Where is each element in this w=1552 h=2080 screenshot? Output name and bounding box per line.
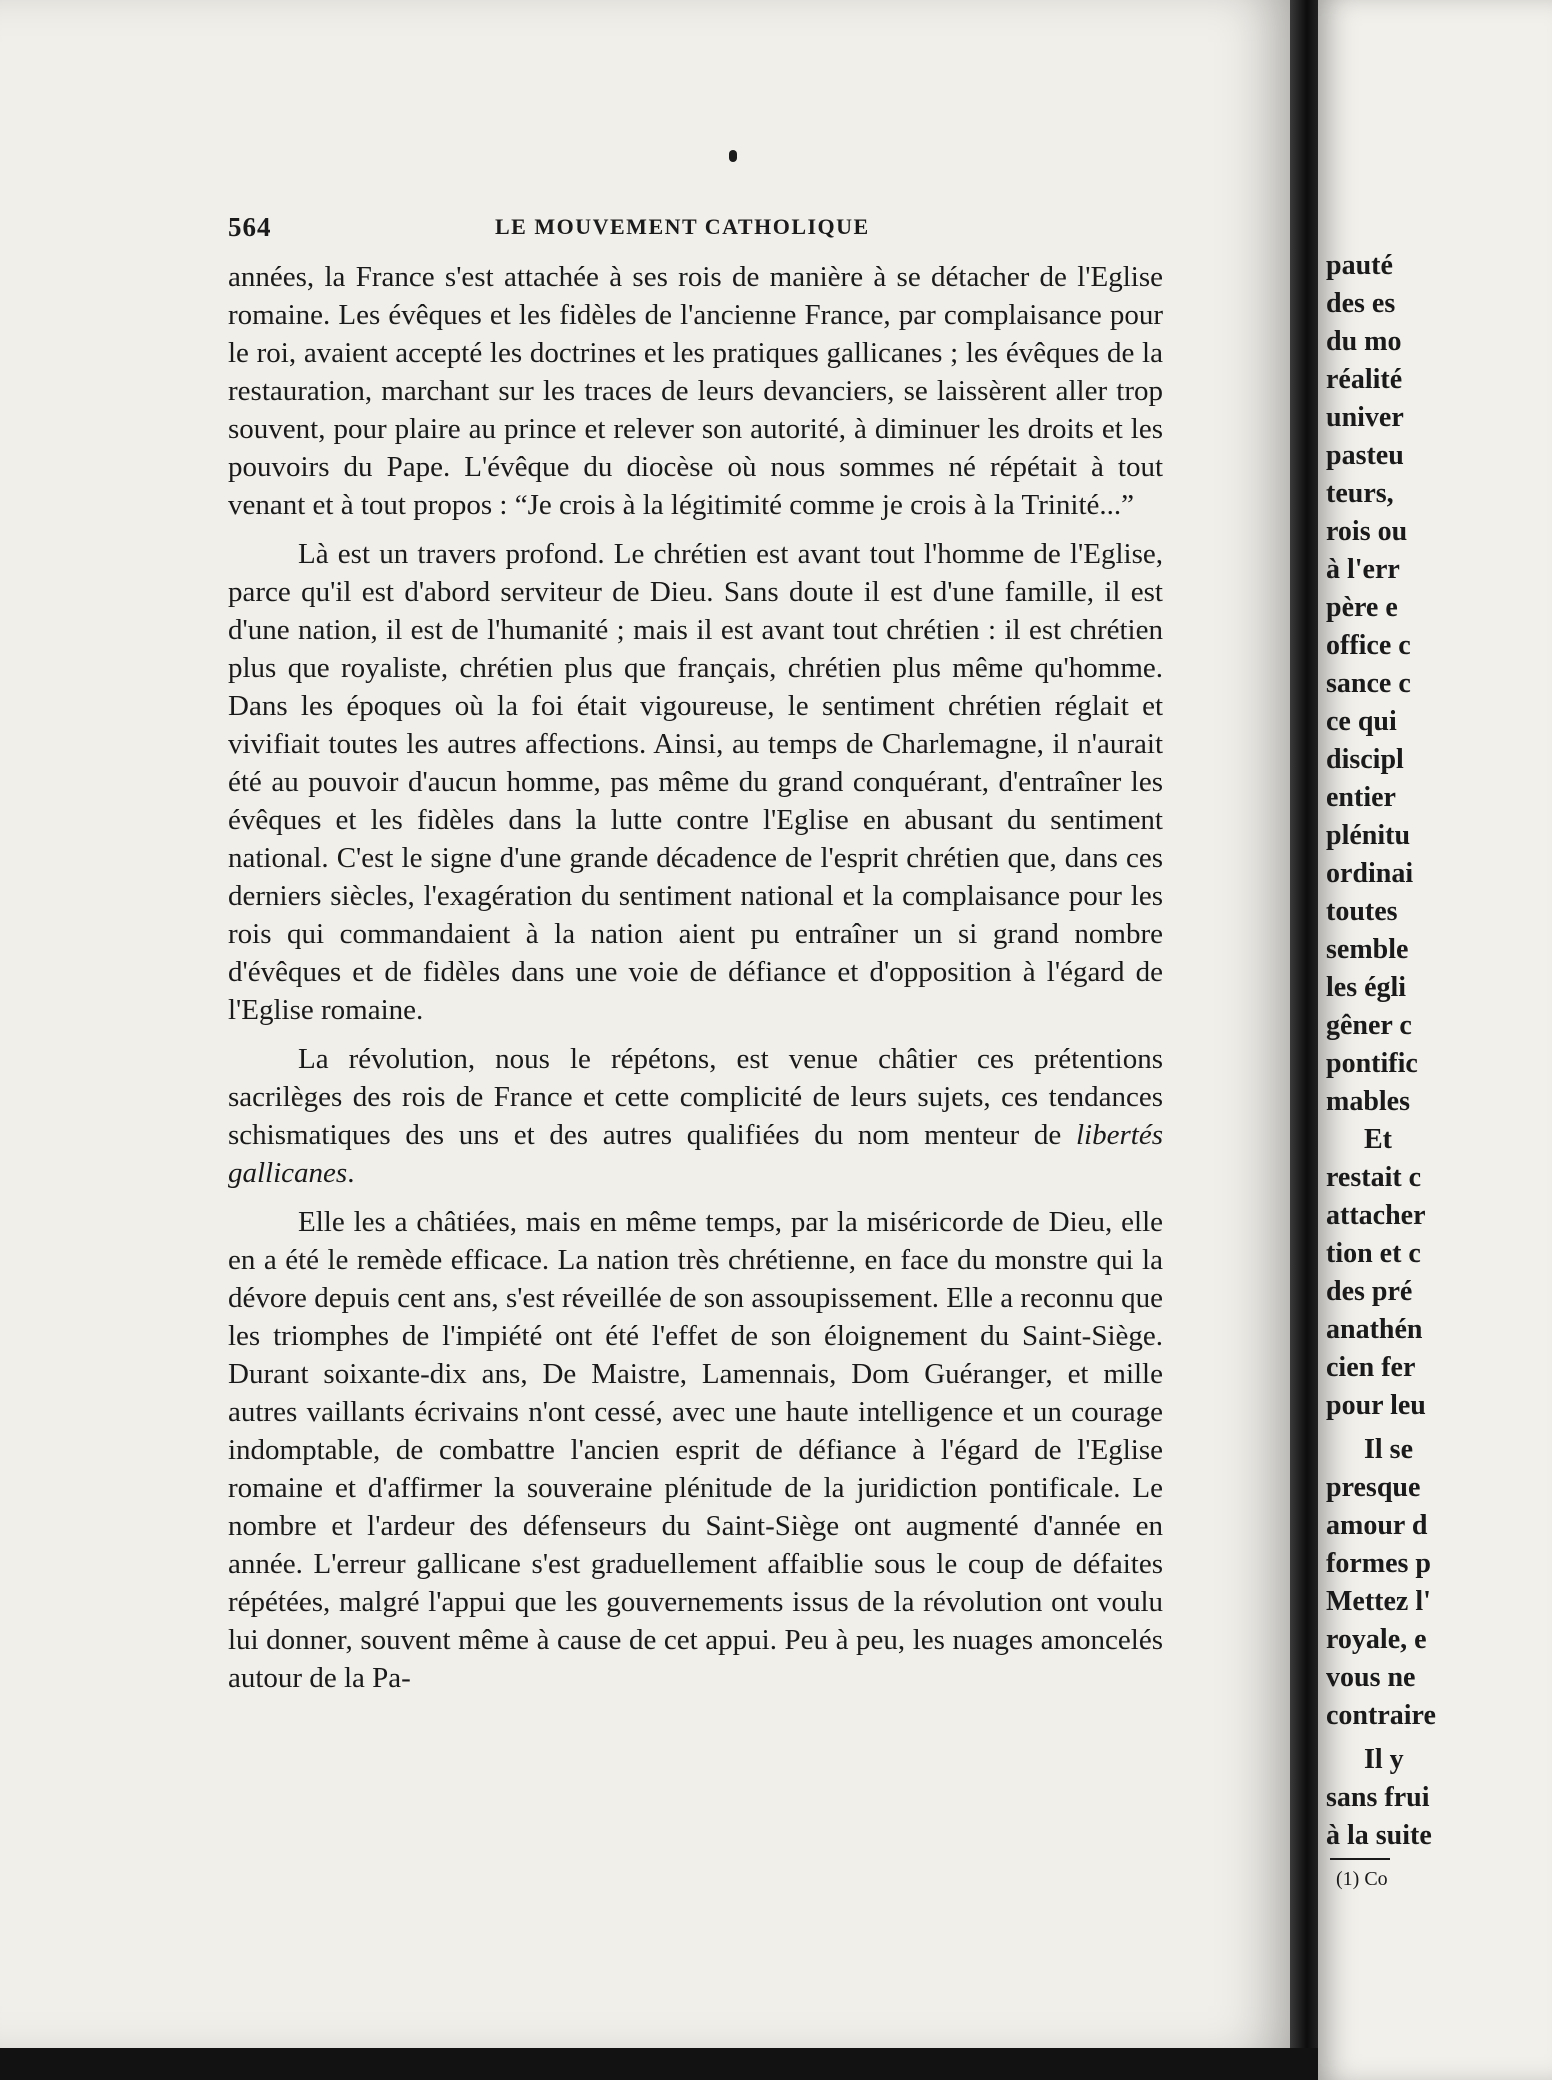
- scan-bottom-edge: [0, 2048, 1318, 2080]
- page-number: 564: [228, 212, 272, 242]
- book-gutter: [1290, 0, 1318, 2080]
- right-page-line-fragment: pontific: [1326, 1048, 1418, 1079]
- right-page-line-fragment: plénitu: [1326, 820, 1411, 851]
- running-head: LE MOUVEMENT CATHOLIQUE: [495, 214, 870, 239]
- right-page-line-fragment: pauté: [1326, 250, 1393, 281]
- right-page-line-fragment: anathén: [1326, 1314, 1423, 1345]
- right-page-line-fragment: univer: [1326, 402, 1404, 433]
- right-page-line-fragment: sans frui: [1326, 1782, 1430, 1813]
- right-page-line-fragment: formes p: [1326, 1548, 1431, 1579]
- right-page-line-fragment: entier: [1326, 782, 1396, 813]
- paragraph: [228, 1040, 1163, 1192]
- right-page-line-fragment: amour d: [1326, 1510, 1428, 1541]
- right-page-line-fragment: (1) Co: [1336, 1868, 1388, 1890]
- paragraph: Là est un travers profond. Le chrétien est avant tout l'homme de l'Eglise, parce qu'il est d'abord serviteur de Dieu. Sans doute il est d'une famille, il est d'une nation, il est de l'humanité ; mais il est avant tout chrétien : il est chrétien plus que royaliste, chrétien plus que français, chrétien plus même qu'homme. Dans les époques où la foi était vigoureuse, le sentiment chrétien réglait et vivifiait toutes les autres affections. Ainsi, au temps de Charlemagne, il n'aurait été au pouvoir d'aucun homme, pas même du grand conquérant, d'entraîner les évêques et les fidèles dans la lutte contre l'Eglise en abusant du sentiment national. C'est le signe d'une grande décadence de l'esprit chrétien que, dans ces derniers siècles, l'exagération du sentiment national et la complaisance pour les rois qui commandaient à la nation aient pu entraîner un si grand nombre d'évêques et de fidèles dans une voie de défiance et d'opposition à l'égard de l'Eglise romaine.: [228, 538, 1163, 1026]
- right-page-line-fragment: discipl: [1326, 744, 1404, 775]
- italic-term: libertés gallicanes: [228, 1119, 1163, 1189]
- right-page-line-fragment: contraire: [1326, 1700, 1436, 1731]
- right-page-line-fragment: teurs,: [1326, 478, 1394, 509]
- right-page-line-fragment: du mo: [1326, 326, 1402, 357]
- right-page-line-fragment: mables: [1326, 1086, 1410, 1117]
- body-text: [228, 258, 1163, 1708]
- right-page-line-fragment: presque: [1326, 1472, 1421, 1503]
- right-page-edge: [1318, 0, 1552, 2080]
- right-page-line-fragment: ordinai: [1326, 858, 1414, 889]
- right-page-line-fragment: réalité: [1326, 364, 1403, 395]
- right-page-line-fragment: pasteu: [1326, 440, 1404, 471]
- ink-speck: [729, 150, 737, 162]
- right-page-line-fragment: gêner c: [1326, 1010, 1412, 1041]
- right-page-line-fragment: tion et c: [1326, 1238, 1421, 1269]
- right-page-line-fragment: Mettez l': [1326, 1586, 1431, 1617]
- right-page-line-fragment: des es: [1326, 288, 1396, 319]
- paragraph-text: .: [347, 1157, 355, 1189]
- footnote-rule: [1330, 1858, 1390, 1860]
- right-page-line-fragment: restait c: [1326, 1162, 1422, 1193]
- right-page-line-fragment: les égli: [1326, 972, 1407, 1003]
- right-page-line-fragment: semble: [1326, 934, 1409, 965]
- right-page-line-fragment: office c: [1326, 630, 1411, 661]
- right-page-line-fragment: à l'err: [1326, 554, 1400, 585]
- paragraph: années, la France s'est attachée à ses rois de manière à se détacher de l'Eglise romaine. Les évêques et les fidèles de l'ancienne France, par complaisance pour le roi, avaient accepté les doctrines et les pratiques gallicanes ; les évêques de la restauration, marchant sur les traces de leurs devanciers, se laissèrent aller trop souvent, pour plaire au prince et relever son autorité, à diminuer les droits et les pouvoirs du Pape. L'évêque du diocèse où nous sommes né répétait à tout venant et à tout propos : “Je crois à la légitimité comme je crois à la Trinité...”: [228, 261, 1163, 521]
- paragraph-text: La révolution, nous le répétons, est venue châtier ces prétentions sacrilèges des rois de France et cette complicité de leurs sujets, ces tendances schismatiques des uns et des autres qualifiées du nom menteur de: [228, 1043, 1163, 1151]
- right-page-fragments: [1318, 0, 1552, 2080]
- right-page-line-fragment: cien fer: [1326, 1352, 1416, 1383]
- right-page-line-fragment: père e: [1326, 592, 1398, 623]
- right-page-line-fragment: attacher: [1326, 1200, 1426, 1231]
- right-page-line-fragment: Il se: [1364, 1434, 1413, 1465]
- right-page-line-fragment: vous ne: [1326, 1662, 1416, 1693]
- right-page-line-fragment: royale, e: [1326, 1624, 1427, 1655]
- right-page-line-fragment: à la suite: [1326, 1820, 1432, 1851]
- right-page-line-fragment: Il y: [1364, 1744, 1404, 1775]
- paragraph: Elle les a châtiées, mais en même temps, par la miséricorde de Dieu, elle en a été le remède efficace. La nation très chrétienne, en face du monstre qui la dévore depuis cent ans, s'est réveillée de son assoupissement. Elle a reconnu que les triomphes de l'impiété ont été l'effet de son éloignement du Saint-Siège. Durant soixante-dix ans, De Maistre, Lamennais, Dom Guéranger, et mille autres vaillants écrivains n'ont cessé, avec une haute intelligence et un courage indomptable, de combattre l'ancien esprit de défiance à l'égard de l'Eglise romaine et d'affirmer la souveraine plénitude de la juridiction pontificale. Le nombre et l'ardeur des défenseurs du Saint-Siège ont augmenté d'année en année. L'erreur gallicane s'est graduellement affaiblie sous le coup de défaites répétées, malgré l'appui que les gouvernements issus de la révolution ont voulu lui donner, souvent même à cause de cet appui. Peu à peu, les nuages amoncelés autour de la Pa-: [228, 1206, 1163, 1694]
- right-page-line-fragment: toutes: [1326, 896, 1398, 927]
- right-page-line-fragment: rois ou: [1326, 516, 1408, 547]
- right-page-line-fragment: ce qui: [1326, 706, 1397, 737]
- right-page-line-fragment: Et: [1364, 1124, 1392, 1155]
- right-page-line-fragment: des pré: [1326, 1276, 1413, 1307]
- right-page-line-fragment: sance c: [1326, 668, 1411, 699]
- right-page-line-fragment: pour leu: [1326, 1390, 1426, 1421]
